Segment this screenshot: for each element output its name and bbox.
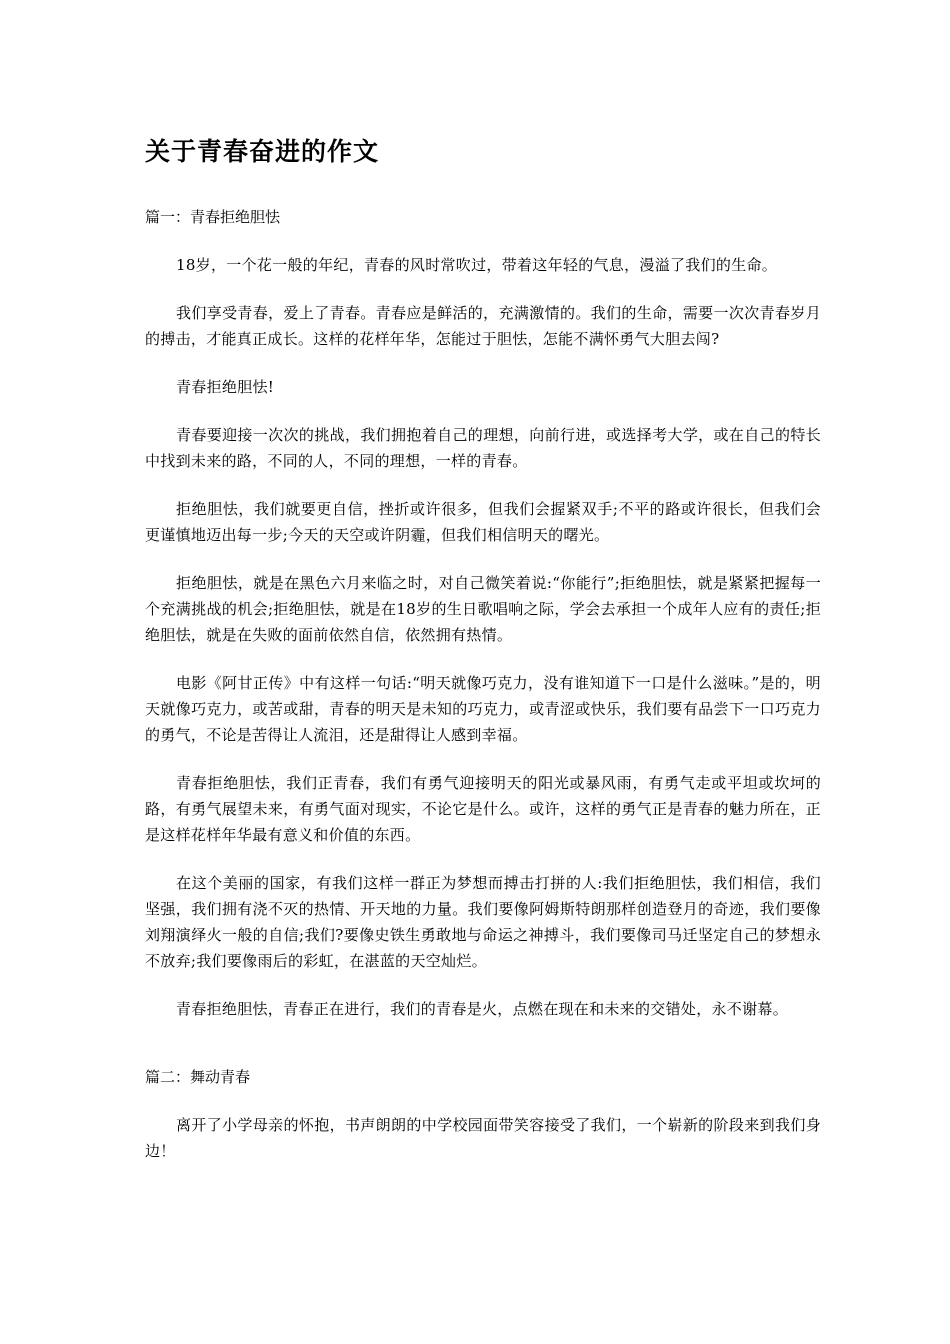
paragraph: 电影《阿甘正传》中有这样一句话:“明天就像巧克力，没有谁知道下一口是什么滋味。”是的，明天就像巧克力，或苦或甜，青春的明天是未知的巧克力，或青涩或快乐，我们要有品尝下一口巧克力的勇气，不论是苦得让人流泪，还是甜得让人感到幸福。: [145, 674, 821, 744]
paragraph: 拒绝胆怯，我们就要更自信，挫折或许很多，但我们会握紧双手;不平的路或许很长，但我们会更谨慎地迈出每一步;今天的天空或许阴霾，但我们相信明天的曙光。: [145, 500, 821, 544]
document-title: 关于青春奋进的作文: [145, 137, 380, 166]
paragraph: 青春要迎接一次次的挑战，我们拥抱着自己的理想，向前行进，或选择考大学，或在自己的特长中找到未来的路，不同的人，不同的理想，一样的青春。: [145, 426, 821, 470]
paragraph: 离开了小学母亲的怀抱，书声朗朗的中学校园面带笑容接受了我们，一个崭新的阶段来到我们身边！: [145, 1116, 821, 1160]
paragraph: 拒绝胆怯，就是在黑色六月来临之时，对自己微笑着说:“你能行”;拒绝胆怯，就是紧紧把握每一个充满挑战的机会;拒绝胆怯，就是在18岁的生日歌唱响之际，学会去承担一个成年人应有的责任;拒绝胆怯，就是在失败的面前依然自信，依然拥有热情。: [145, 574, 821, 644]
document-page: [145, 132, 821, 1186]
section-2-heading: 篇二：舞动青春: [145, 1068, 251, 1086]
paragraph: 在这个美丽的国家，有我们这样一群正为梦想而搏击打拼的人:我们拒绝胆怯，我们相信，我们坚强，我们拥有浇不灭的热情、开天地的力量。我们要像阿姆斯特朗那样创造登月的奇迹，我们要像刘翔演绎火一般的自信;我们?要像史铁生勇敢地与命运之神搏斗，我们要像司马迁坚定自己的梦想永不放弃;我们要像雨后的彩虹，在湛蓝的天空灿烂。: [145, 874, 821, 970]
paragraph: 青春拒绝胆怯，我们正青春，我们有勇气迎接明天的阳光或暴风雨，有勇气走或平坦或坎坷的路，有勇气展望未来，有勇气面对现实，不论它是什么。或许，这样的勇气正是青春的魅力所在，正是这样花样年华最有意义和价值的东西。: [145, 774, 821, 844]
section-1-heading: 篇一：青春拒绝胆怯: [145, 208, 281, 226]
paragraph: 青春拒绝胆怯，青春正在进行，我们的青春是火，点燃在现在和未来的交错处，永不谢幕。: [176, 1000, 789, 1018]
paragraph: 18岁，一个花一般的年纪，青春的风时常吹过，带着这年轻的气息，漫溢了我们的生命。: [176, 256, 778, 274]
paragraph: 青春拒绝胆怯!: [176, 378, 275, 396]
paragraph: 我们享受青春，爱上了青春。青春应是鲜活的，充满激情的。我们的生命，需要一次次青春岁月的搏击，才能真正成长。这样的花样年华，怎能过于胆怯，怎能不满怀勇气大胆去闯?: [145, 304, 821, 348]
